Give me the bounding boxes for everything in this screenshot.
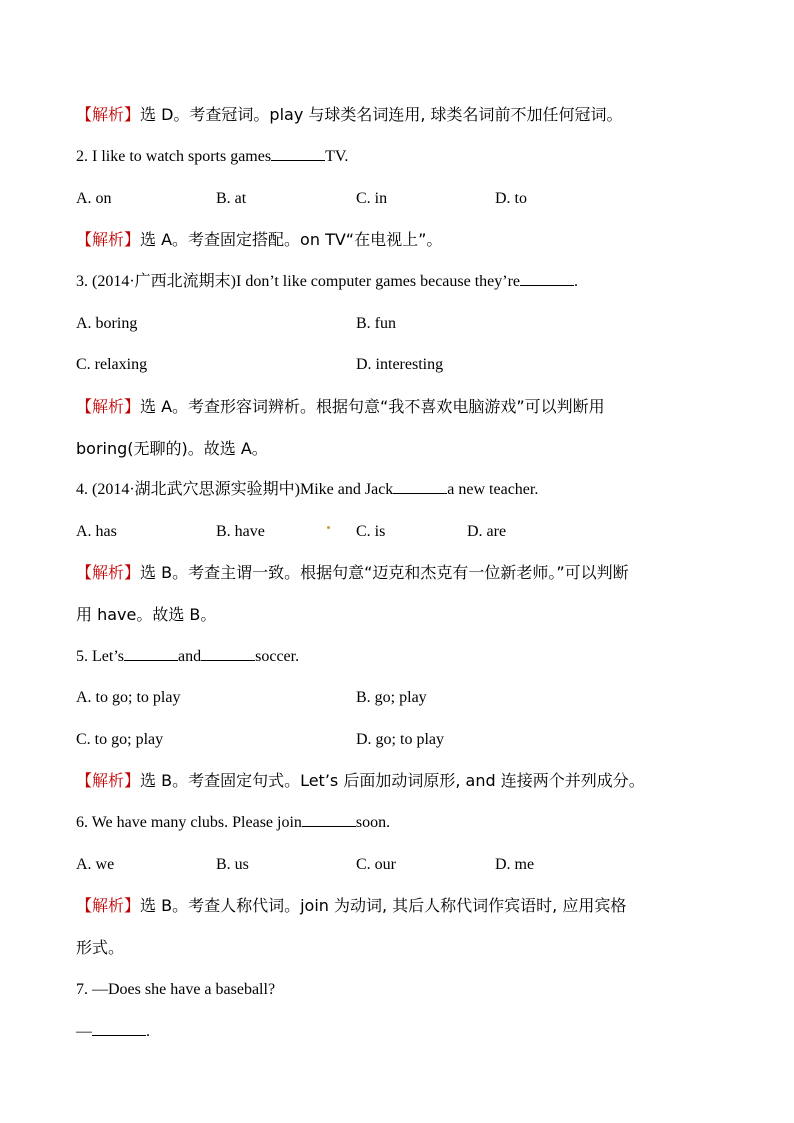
analysis-4: 【解析】选 B。考查主谓一致。根据句意“迈克和杰克有一位新老师。”可以判断 xyxy=(76,563,629,582)
question-7: 7. —Does she have a baseball? xyxy=(76,981,276,998)
analysis-tag: 【解析】 xyxy=(76,771,141,790)
analysis-1: 【解析】选 D。考查冠词。play 与球类名词连用, 球类名词前不加任何冠词。 xyxy=(76,105,623,124)
option-a: A. to go; to play xyxy=(76,689,181,706)
analysis-tag: 【解析】 xyxy=(76,105,141,124)
answer-blank xyxy=(393,479,447,494)
analysis-tag: 【解析】 xyxy=(76,230,141,249)
option-d: D. to xyxy=(495,190,527,207)
analysis-2: 【解析】选 A。考查固定搭配。on TV“在电视上”。 xyxy=(76,230,443,249)
option-a: A. we xyxy=(76,856,115,873)
option-d: D. me xyxy=(495,856,535,873)
stray-mark xyxy=(327,526,330,529)
answer-blank xyxy=(201,646,255,661)
analysis-5: 【解析】选 B。考查固定句式。Let’s 后面加动词原形, and 连接两个并列成分。 xyxy=(76,771,645,790)
answer-blank xyxy=(302,812,356,827)
option-d: D. interesting xyxy=(356,356,444,373)
option-b: B. go; play xyxy=(356,689,427,706)
analysis-6-cont: 形式。 xyxy=(76,938,125,957)
option-a: A. boring xyxy=(76,315,138,332)
analysis-tag: 【解析】 xyxy=(76,563,141,582)
option-c: C. relaxing xyxy=(76,356,148,373)
option-b: B. fun xyxy=(356,315,396,332)
answer-blank xyxy=(520,271,574,286)
option-d: D. go; to play xyxy=(356,731,444,748)
option-b: B. us xyxy=(216,856,249,873)
analysis-6: 【解析】选 B。考查人称代词。join 为动词, 其后人称代词作宾语时, 应用宾格 xyxy=(76,896,627,915)
answer-blank xyxy=(92,1021,146,1036)
option-a: A. on xyxy=(76,190,112,207)
option-b: B. have xyxy=(216,523,265,540)
option-c: C. to go; play xyxy=(76,731,164,748)
option-d: D. are xyxy=(467,523,507,540)
answer-blank xyxy=(124,646,178,661)
analysis-4-cont: 用 have。故选 B。 xyxy=(76,605,217,624)
option-b: B. at xyxy=(216,190,247,207)
analysis-tag: 【解析】 xyxy=(76,397,141,416)
answer-blank xyxy=(271,146,325,161)
question-7-answer: — . xyxy=(76,1023,150,1040)
question-5: 5. Let’s and soccer. xyxy=(76,648,300,665)
option-c: C. our xyxy=(356,856,396,873)
option-c: C. in xyxy=(356,190,388,207)
question-6: 6. We have many clubs. Please join soon. xyxy=(76,814,391,831)
question-4: 4. (2014·湖北武穴思源实验期中)Mike and Jack a new teacher. xyxy=(76,481,539,498)
analysis-3-cont: boring(无聊的)。故选 A。 xyxy=(76,439,268,458)
analysis-tag: 【解析】 xyxy=(76,896,141,915)
option-a: A. has xyxy=(76,523,117,540)
option-c: C. is xyxy=(356,523,386,540)
question-2: 2. I like to watch sports games TV. xyxy=(76,148,349,165)
analysis-3: 【解析】选 A。考查形容词辨析。根据句意“我不喜欢电脑游戏”可以判断用 xyxy=(76,397,605,416)
question-3: 3. (2014·广西北流期末)I don’t like computer games because they’re . xyxy=(76,273,579,290)
